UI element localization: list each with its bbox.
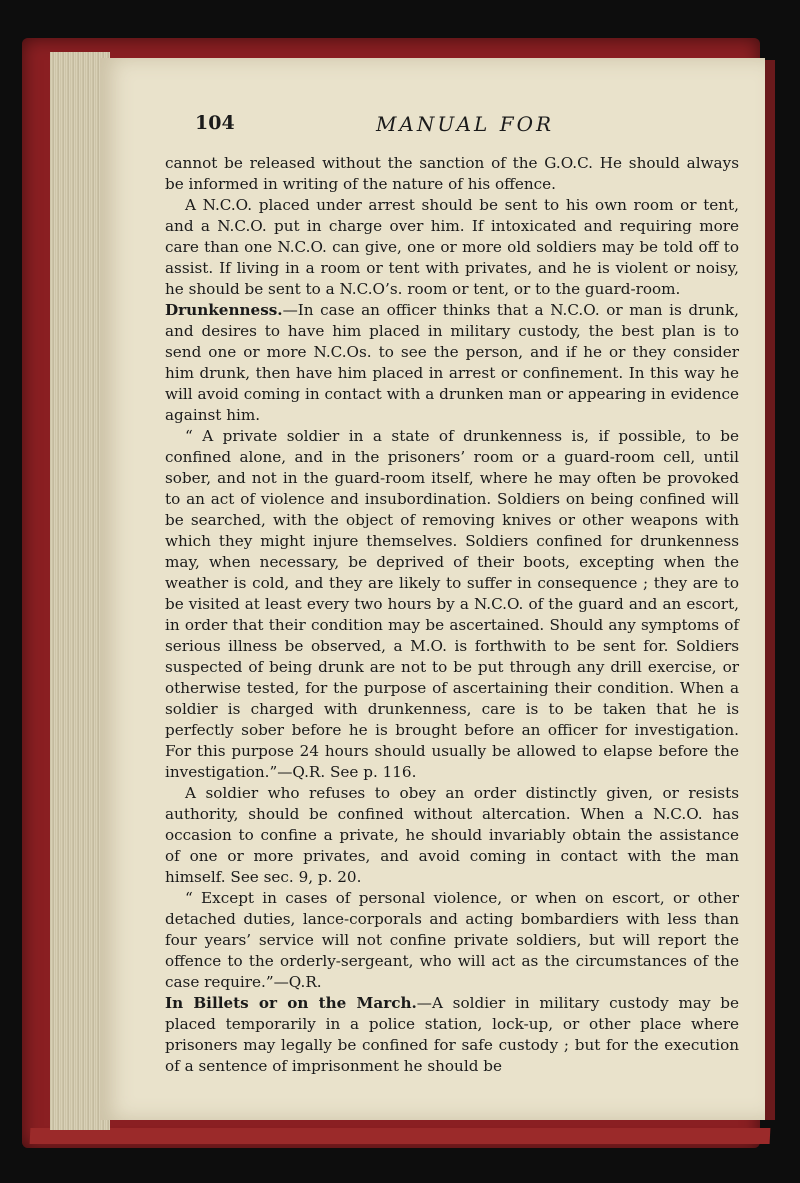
paragraph: A soldier who refuses to obey an order distinctly given, or resists authority, should be confined without altercation. When a N.C.O. has occasion to confine a private, he should invariably obtain the assistance of one or more privates, and avoid coming in contact with the man himself. See sec. 9, p. 20. xyxy=(165,784,739,886)
section-heading-billets: In Billets or on the March. xyxy=(165,994,417,1012)
paragraph: “ Except in cases of personal violence, or when on escort, or other detached duties, lance-corporals and acting bombardiers with less than four years’ service will not confine private soldiers, but will report the offence to the orderly-sergeant, who will act as the circumstances of the case require.”—Q.R. xyxy=(165,889,739,991)
paragraph: cannot be released without the sanction of the G.O.C. He should always be informed in writing of the nature of his offence. xyxy=(165,154,739,193)
page-header xyxy=(195,112,735,142)
paragraph: In Billets or on the March.—A soldier in military custody may be placed temporarily in a police station, lock-up, or other place where prisoners may legally be confined for safe custody ; but for the execution of a sentence of imprisonment he should be xyxy=(165,994,739,1075)
cover-bottom-edge xyxy=(30,1128,771,1144)
paragraph: A N.C.O. placed under arrest should be sent to his own room or tent, and a N.C.O. put in charge over him. If intoxicated and requiring more care than one N.C.O. can give, one or more old soldiers may be told off to assist. If living in a room or tent with privates, and he is violent or noisy, he should be sent to a N.C.O’s. room or tent, or to the guard-room. xyxy=(165,196,739,298)
page-number: 104 xyxy=(195,112,235,134)
running-title: MANUAL FOR xyxy=(375,112,555,136)
paragraph: Drunkenness.—In case an officer thinks that a N.C.O. or man is drunk, and desires to have him placed in military custody, the best plan is to send one or more N.C.Os. to see the person, and if he or they consider him drunk, then have him placed in arrest or confinement. In this way he will avoid coming in contact with a drunken man or appearing in evidence against him. xyxy=(165,301,739,424)
section-heading-drunkenness: Drunkenness. xyxy=(165,301,283,319)
body-text xyxy=(165,153,739,1077)
paragraph: “ A private soldier in a state of drunkenness is, if possible, to be confined alone, and in the prisoners’ room or a guard-room cell, until sober, and not in the guard-room itself, where he may often be provoked to an act of violence and insubordination. Soldiers on being confined will be searched, with the object of removing knives or other weapons with which they might injure themselves. Soldiers confined for drunkenness may, when necessary, be deprived of their boots, excepting when the weather is cold, and they are likely to suffer in consequence ; they are to be visited at least every two hours by a N.C.O. of the guard and an escort, in order that their condition may be ascertained. Should any symptoms of serious illness be observed, a M.O. is forthwith to be sent for. Soldiers suspected of being drunk are not to be put through any drill exercise, or otherwise tested, for the purpose of ascertaining their condition. When a soldier is charged with drunkenness, care is to be taken that he is perfectly sober before he is brought before an officer for investigation. For this purpose 24 hours should usually be allowed to elapse before the investigation.”—Q.R. See p. 116. xyxy=(165,427,739,781)
